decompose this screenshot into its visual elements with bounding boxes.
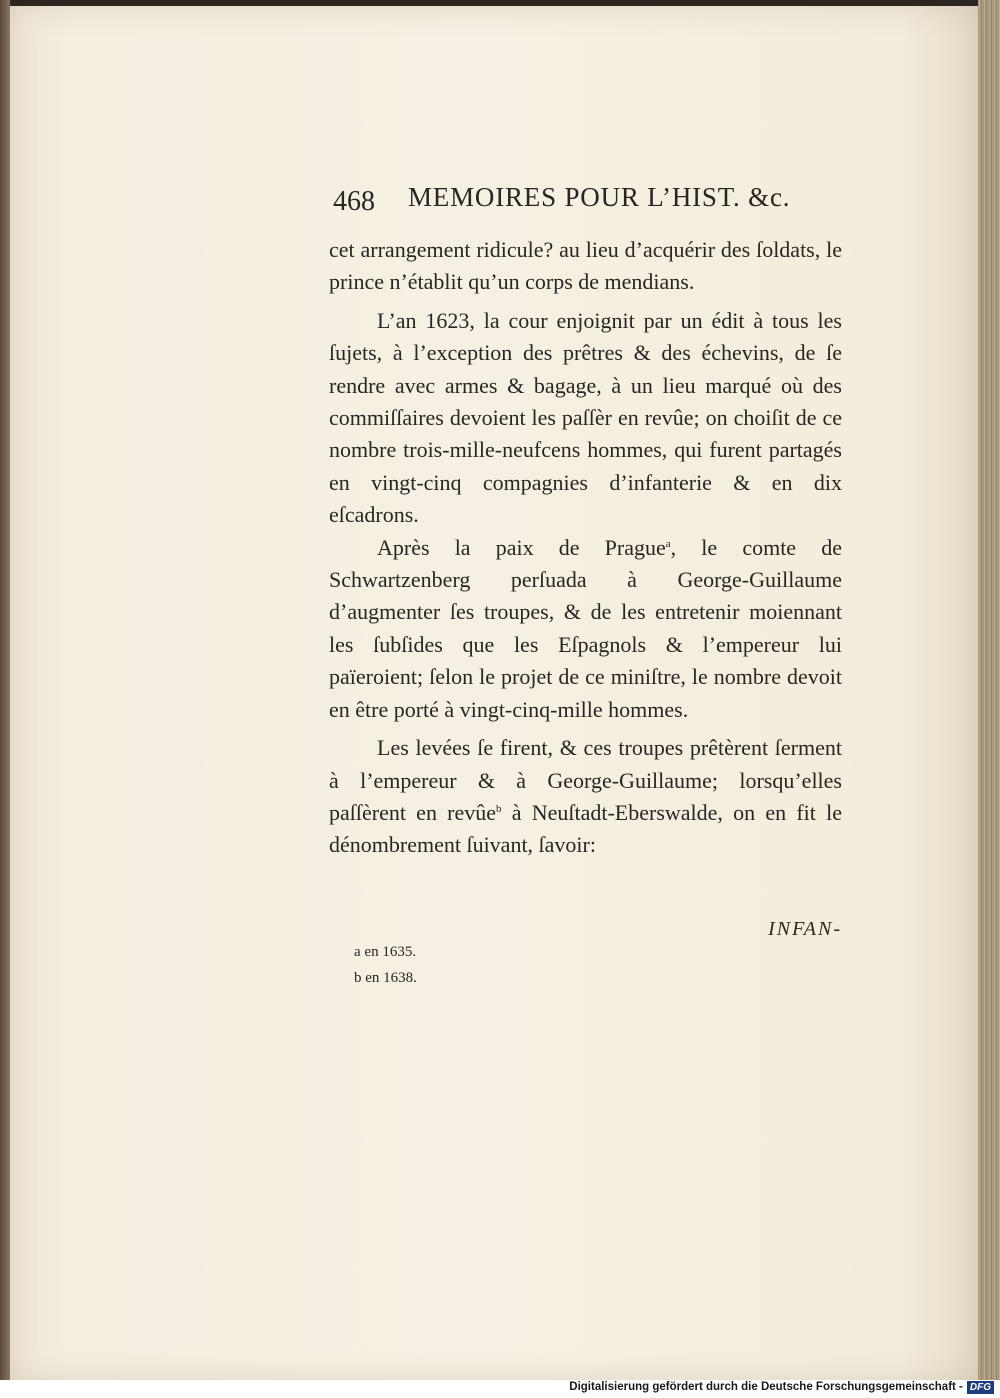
footnote-b: b en 1638. — [354, 970, 417, 986]
dfg-logo-icon: DFG — [967, 1381, 994, 1394]
credit-text: Digitalisierung gefördert durch die Deutsche Forschungsgemeinschaft - — [569, 1381, 963, 1393]
page-number: 468 — [333, 186, 375, 217]
paragraph-text-start: Les levées ſe firent, & ces troupes prêtèrent ſerment à l’empereur & à George-Guillaume; lorsqu’elles paſſèrent en revûe — [329, 735, 842, 825]
footnote-a: a en 1635. — [354, 944, 417, 960]
book-binding-edge — [0, 0, 10, 1380]
paragraph-peace-of-prague — [329, 532, 842, 726]
paragraph-levies — [329, 732, 842, 862]
book-page — [10, 6, 978, 1380]
paragraph-text-end: à Neuſtadt-Eberswalde, on en fit le dénombrement ſuivant, ſavoir: — [329, 799, 842, 858]
paragraph-continued: cet arrangement ridicule? au lieu d’acquérir des ſoldats, le prince n’établit qu’un corps de mendians. — [329, 237, 842, 295]
running-head — [329, 180, 842, 220]
footnote-mark-a: a — [665, 537, 671, 550]
footnotes — [354, 939, 417, 991]
footnote-mark-b: b — [496, 802, 502, 815]
paragraph-text-start: Après la paix de Prague — [377, 534, 666, 560]
dfg-credit — [569, 1381, 994, 1394]
paragraph-text-end: , le comte de Schwartzenberg perſuada à George-Guillaume d’augmenter ſes troupes, & de les entretenir moiennant les ſubſides que les Eſpagnols & l’empereur lui païeroient; ſelon le projet de ce miniſtre, le nombre devoit en être porté à vingt-cinq-mille hommes. — [329, 534, 842, 722]
catchword: INFAN- — [768, 918, 842, 940]
page-stack-edge — [978, 0, 1000, 1380]
paragraph-1623-edict: L’an 1623, la cour enjoignit par un édit à tous les ſujets, à l’exception des prêtres & des échevins, de ſe rendre avec armes & bagage, à un lieu marqué où des commiſſaires devoient les paſſèr en revûe; on choiſit de ce nombre trois-mille-neufcens hommes, qui furent partagés en vingt-cinq compagnies d’infanterie & en dix eſcadrons. — [329, 307, 842, 528]
body-text — [329, 234, 842, 862]
running-title: MEMOIRES POUR L’HIST. &c. — [408, 182, 791, 212]
